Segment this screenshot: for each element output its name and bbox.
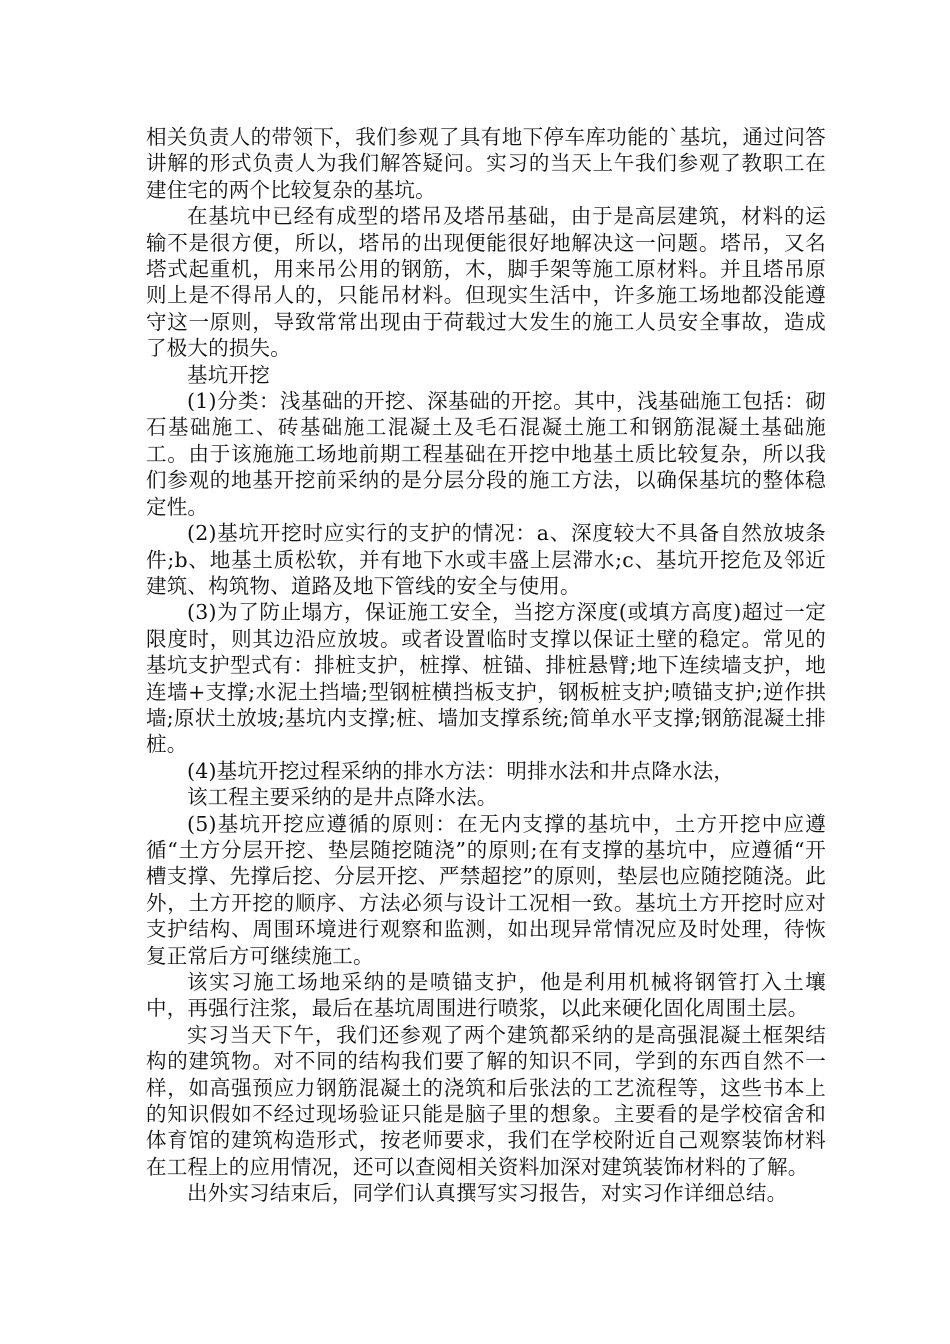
paragraph: (3)为了防止塌方，保证施工安全，当挖方深度(或填方高度)超过一定限度时，则其边沿应放坡。或者设置临时支撑以保证土壁的稳定。常见的基坑支护型式有：排桩支护，桩撑、桩锚、排桩悬臂;地下连续墙支护，地连墙+支撑;水泥土挡墙;型钢桩横挡板支护，钢板桩支护;喷锚支护;逆作拱墙;原状土放坡;基坑内支撑;桩、墙加支撑系统;简单水平支撑;钢筋混凝土排桩。 [146, 600, 826, 757]
paragraph: 该实习施工场地采纳的是喷锚支护，他是利用机械将钢管打入土壤中，再强行注浆，最后在基坑周围进行喷浆，以此来硬化固化周围土层。 [146, 970, 826, 1021]
paragraph: 该工程主要采纳的是井点降水法。 [187, 785, 498, 810]
paragraph: 相关负责人的带领下，我们参观了具有地下停车库功能的`基坑，通过问答讲解的形式负责人为我们解答疑问。实习的当天上午我们参观了教职工在建住宅的两个比较复杂的基坑。 [146, 125, 826, 202]
paragraph: 实习当天下午，我们还参观了两个建筑都采纳的是高强混凝土框架结构的建筑物。对不同的结构我们要了解的知识不同，学到的东西自然不一样，如高强预应力钢筋混凝土的浇筑和后张法的工艺流程等，这些书本上的知识假如不经过现场验证只能是脑子里的想象。主要看的是学校宿舍和体育馆的建筑构造形式，按老师要求，我们在学校附近自己观察装饰材料在工程上的应用情况，还可以查阅相关资料加深对建筑装饰材料的了解。 [146, 1022, 826, 1179]
paragraph: 出外实习结束后，同学们认真撰写实习报告，对实习作详细总结。 [187, 1181, 788, 1206]
paragraph: (2)基坑开挖时应实行的支护的情况：a、深度较大不具备自然放坡条件;b、地基土质松软，并有地下水或丰盛上层滞水;c、基坑开挖危及邻近建筑、构筑物、道路及地下管线的安全与使用。 [146, 521, 826, 598]
paragraph: (5)基坑开挖应遵循的原则：在无内支撑的基坑中，土方开挖中应遵循“土方分层开挖、垫层随挖随浇”的原则;在有支撑的基坑中，应遵循“开槽支撑、先撑后挖、分层开挖、严禁超挖”的原则，垫层也应随挖随浇。此外，土方开挖的顺序、方法必须与设计工况相一致。基坑土方开挖时应对支护结构、周围环境进行观察和监测，如出现异常情况应及时处理，待恢复正常后方可继续施工。 [146, 811, 826, 968]
document-body [146, 124, 826, 1207]
paragraph: (4)基坑开挖过程采纳的排水方法：明排水法和井点降水法， [187, 758, 735, 783]
paragraph: 在基坑中已经有成型的塔吊及塔吊基础，由于是高层建筑，材料的运输不是很方便，所以，塔吊的出现便能很好地解决这一问题。塔吊，又名塔式起重机，用来吊公用的钢筋，木，脚手架等施工原材料。并且塔吊原则上是不得吊人的，只能吊材料。但现实生活中，许多施工场地都没能遵守这一原则，导致常常出现由于荷载过大发生的施工人员安全事故，造成了极大的损失。 [146, 204, 826, 361]
paragraph: (1)分类：浅基础的开挖、深基础的开挖。其中，浅基础施工包括：砌石基础施工、砖基础施工混凝土及毛石混凝土施工和钢筋混凝土基础施工。由于该施施工场地前期工程基础在开挖中地基土质比较复杂，所以我们参观的地基开挖前采纳的是分层分段的施工方法，以确保基坑的整体稳定性。 [146, 389, 826, 519]
section-heading: 基坑开挖 [187, 362, 270, 387]
